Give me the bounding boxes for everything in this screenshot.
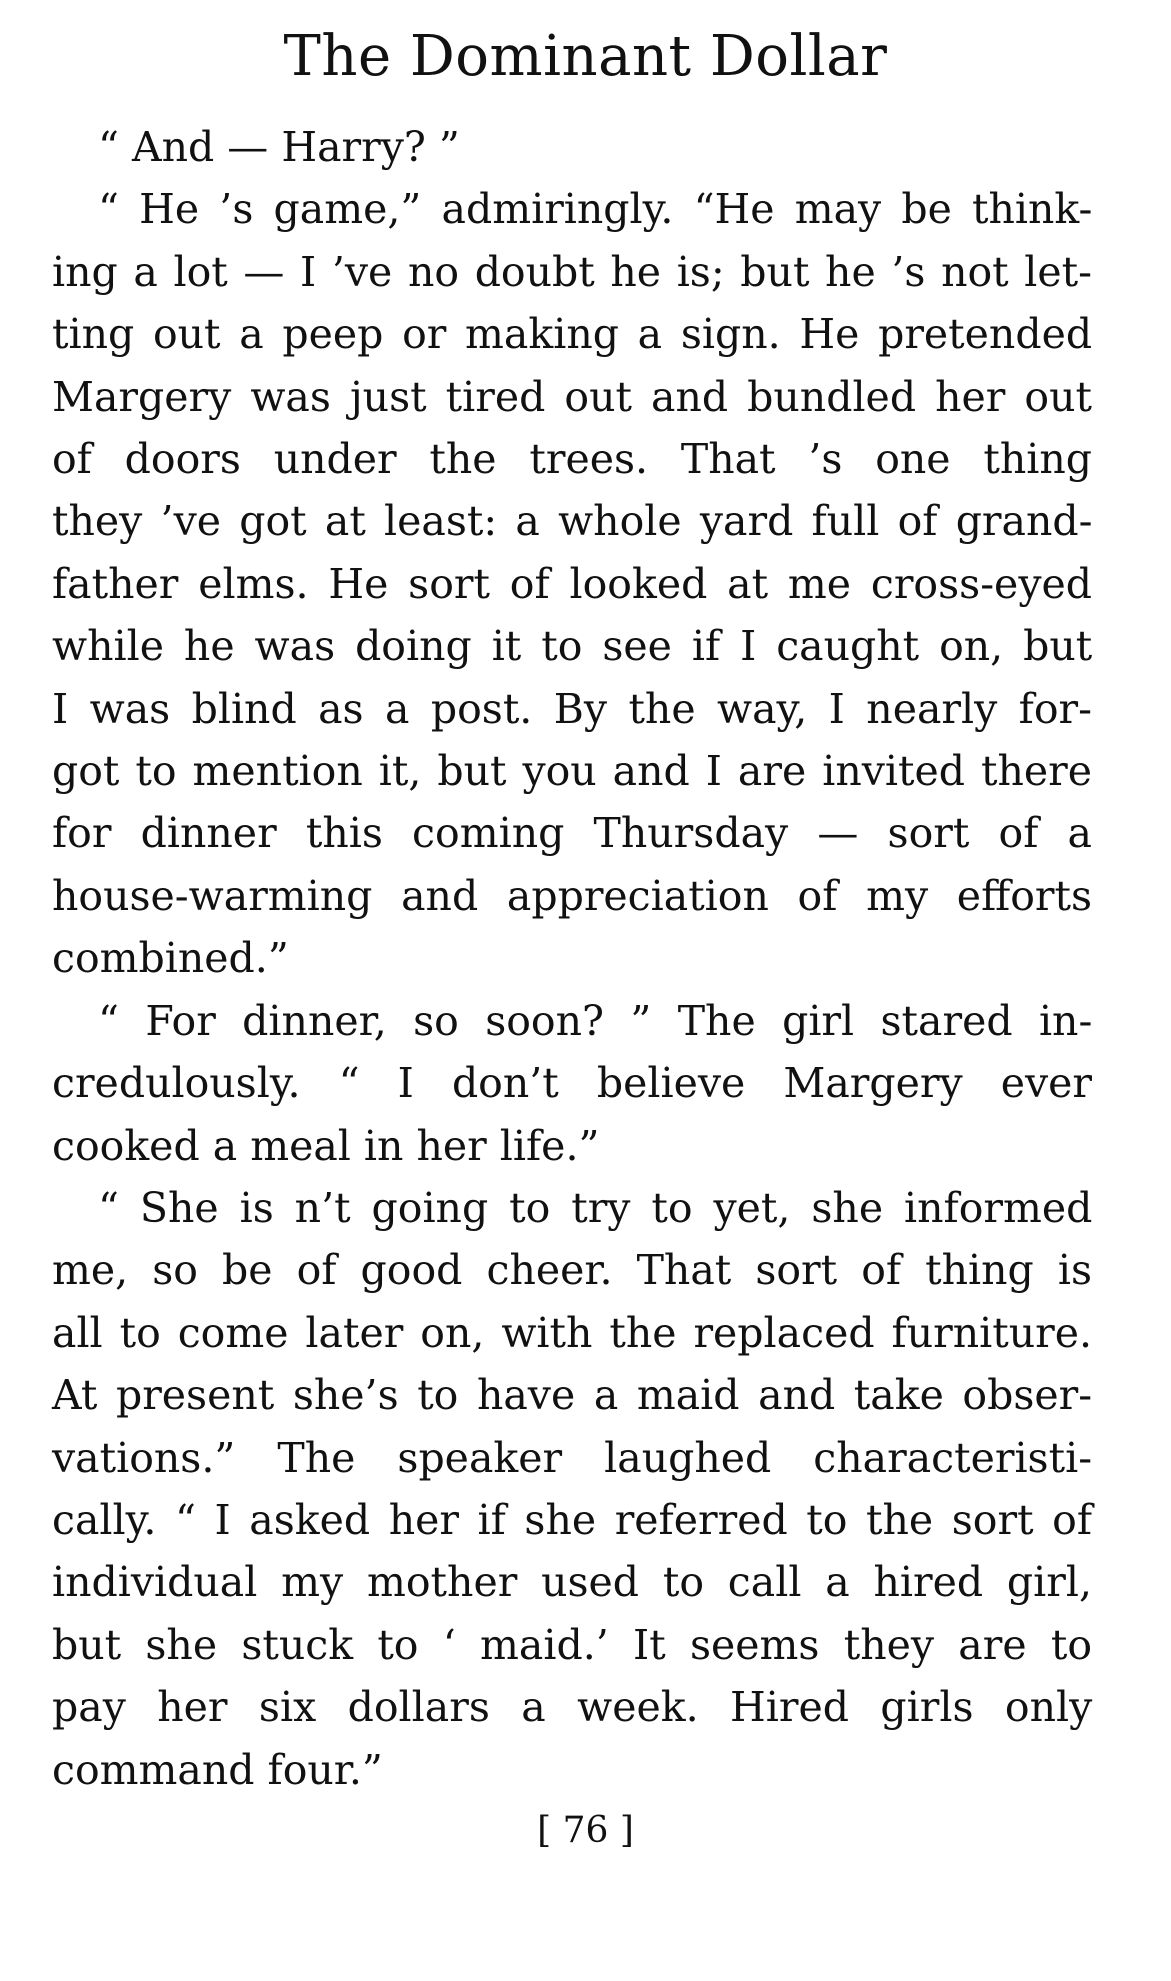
text-line: house-warming and appreciation of my efforts [52,871,1092,920]
text-line: father elms. He sort of looked at me cross-eyed [52,559,1092,608]
text-line: vations.” The speaker laughed characteristi- [52,1433,1093,1482]
text-line: got to mention it, but you and I are invited there [52,747,1092,796]
text-line: ing a lot — I ’ve no doubt he is; but he ’s not let- [52,247,1092,296]
paragraph [52,178,1092,989]
paragraph [52,116,1092,178]
running-head: The Dominant Dollar [283,24,888,89]
text-line: but she stuck to ‘ maid.’ It seems they are to [52,1620,1092,1669]
paragraph [52,1177,1092,1801]
text-line: of doors under the trees. That ’s one thing [52,435,1092,484]
text-line: Margery was just tired out and bundled her out [52,372,1092,421]
paragraph [52,990,1092,1177]
text-line: while he was doing it to see if I caught on, but [52,622,1093,671]
text-line: me, so be of good cheer. That sort of thing is [52,1246,1092,1295]
text-line: for dinner this coming Thursday — sort of a [52,809,1092,858]
text-line: “ And — Harry? ” [98,123,460,171]
text-line: combined.” [52,934,289,983]
text-line: command four.” [52,1745,383,1794]
text-line: “ She is n’t going to try to yet, she informed [98,1183,1093,1232]
text-line: “ For dinner, so soon? ” The girl stared in- [98,996,1093,1045]
text-line: ting out a peep or making a sign. He pretended [52,310,1093,359]
text-line: credulously. “ I don’t believe Margery ever [52,1059,1092,1108]
text-line: “ He ’s game,” admiringly. “He may be think- [98,185,1093,234]
body-text [52,116,1092,1801]
text-line: all to come later on, with the replaced furniture. [52,1308,1092,1357]
text-line: cally. “ I asked her if she referred to the sort of [52,1495,1092,1544]
text-line: At present she’s to have a maid and take obser- [52,1371,1093,1420]
text-line: they ’ve got at least: a whole yard full of grand- [52,497,1093,546]
text-line: individual my mother used to call a hired girl, [52,1558,1092,1607]
text-line: cooked a meal in her life.” [52,1121,600,1170]
text-line: pay her six dollars a week. Hired girls only [52,1683,1093,1732]
text-line: I was blind as a post. By the way, I nearly for- [52,684,1092,733]
page-number: [ 76 ] [537,1810,634,1851]
